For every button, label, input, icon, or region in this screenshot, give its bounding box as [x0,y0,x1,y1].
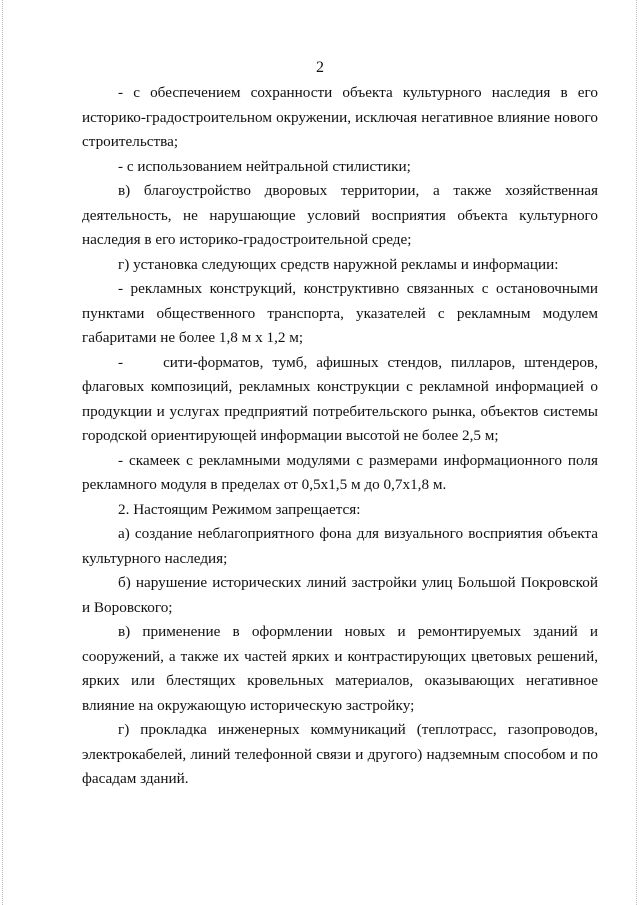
paragraph-prohibitions-heading: 2. Настоящим Режимом запрещается: [118,500,361,518]
paragraph-preservation: - с обеспечением сохранности объекта культурного наследия в его историко-градостроительном окружении, исключая негативное влияние нового строительства; [82,84,598,150]
document-body [82,81,598,792]
paragraph-bright-colors: в) применение в оформлении новых и ремонтируемых зданий и сооружений, а также их частей ярких и контрастирующих цветовых решений, ярких или блестящих кровельных материалов, оказывающих негативное влияние на окружающую историческую застройку; [82,623,598,714]
list-dash: - [118,353,124,371]
paragraph-city-formats [82,351,598,449]
page-number: 2 [316,59,324,76]
scan-edge-right [636,0,638,905]
paragraph-neutral-style: - с использованием нейтральной стилистики; [118,157,411,175]
paragraph-benches: - скамеек с рекламными модулями с размерами информационного поля рекламного модуля в пределах от 0,5х1,5 м до 0,7х1,8 м. [82,451,598,493]
scan-edge-left [2,0,4,905]
paragraph-unfavorable-background: а) создание неблагоприятного фона для визуального восприятия объекта культурного наследия; [82,525,598,567]
paragraph-advertising-structures: - рекламных конструкций, конструктивно связанных с остановочными пунктами общественного транспорта, указателей с рекламным модулем габаритами не более 1,8 м х 1,2 м; [82,280,598,346]
paragraph-building-lines: б) нарушение исторических линий застройки улиц Большой Покровской и Воровского; [82,574,598,616]
paragraph-utilities: г) прокладка инженерных коммуникаций (теплотрасс, газопроводов, электрокабелей, линий телефонной связи и другого) надземным способом и по фасадам зданий. [82,721,598,787]
paragraph-advertising-heading: г) установка следующих средств наружной рекламы и информации: [118,255,559,273]
paragraph-landscaping: в) благоустройство дворовых территории, а также хозяйственная деятельность, не нарушающие условий восприятия объекта культурного наследия в его историко-градостроительной среде; [82,182,598,248]
paragraph-city-formats-text: сити-форматов, тумб, афишных стендов, пилларов, штендеров, флаговых композиций, рекламных конструкции с рекламной информацией о продукции и услугах предприятий потребительского рынка, объектов системы городской ориентирующей информации высотой не более 2,5 м; [82,353,598,444]
